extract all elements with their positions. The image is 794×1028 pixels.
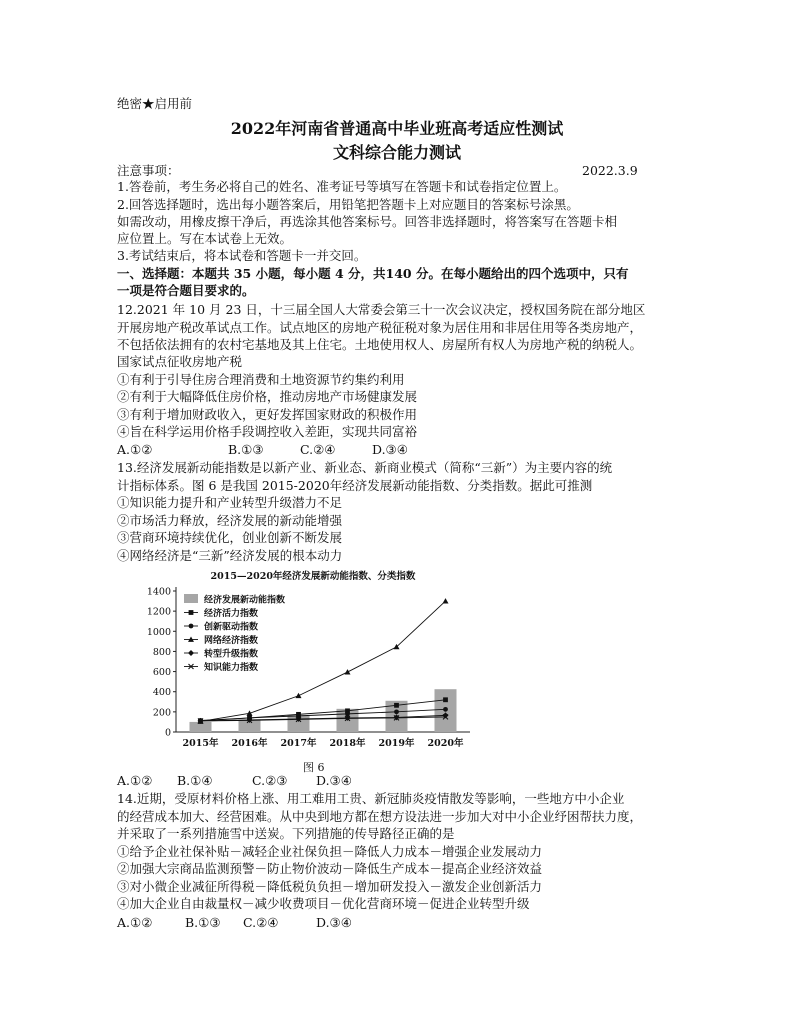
legend-marker <box>188 650 194 656</box>
answer-choice: C.②④ <box>243 915 279 930</box>
question-line: 不包括依法拥有的农村宅基地及其上住宅。土地使用权人、房屋所有权人为房地产税的纳税人。 <box>117 337 643 352</box>
answer-choice: B.①③ <box>228 442 264 457</box>
series-point <box>443 707 448 712</box>
x-tick-label: 2018年 <box>329 738 366 749</box>
answer-choice: D.③④ <box>316 915 352 930</box>
series-point <box>296 693 302 698</box>
series-point <box>394 703 399 708</box>
option-line: ③营商环境持续优化，创业创新不断发展 <box>117 530 343 545</box>
y-tick-label: 1400 <box>146 586 171 598</box>
y-tick-label: 0 <box>164 727 171 739</box>
y-tick-label: 1200 <box>146 606 171 618</box>
option-line: ②有利于大幅降低住房价格，推动房地产市场健康发展 <box>117 389 418 404</box>
answer-choice: B.①③ <box>185 915 221 930</box>
question-line: 开展房地产税改革试点工作。试点地区的房地产税征税对象为居住用和非居住用等各类房地产， <box>117 320 643 335</box>
legend-label: 经济发展新动能指数 <box>204 595 286 606</box>
notes-heading: 注意事项： <box>117 163 180 178</box>
answer-choice: A.①② <box>117 442 153 457</box>
section-heading: 一、选择题：本题共 35 小题，每小题 4 分，共140 分。在每小题给出的四个选项中，只有 <box>117 266 629 281</box>
x-tick-label: 2016年 <box>231 738 268 749</box>
section-heading-cont: 一项是符合题目要求的。 <box>117 283 255 298</box>
option-line: ④网络经济是“三新”经济发展的根本动力 <box>117 548 343 563</box>
option-line: ④加大企业自由裁量权－减少收费项目－优化营商环境－促进企业转型升级 <box>117 896 530 911</box>
y-tick-label: 400 <box>152 687 171 699</box>
exam-subtitle: 文科综合能力测试 <box>332 143 461 162</box>
x-tick-label: 2015年 <box>182 738 219 749</box>
answer-choice: D.③④ <box>372 442 408 457</box>
exam-date: 2022.3.9 <box>582 163 638 178</box>
question-line: 国家试点征收房地产税 <box>117 354 243 369</box>
answer-choice: A.①② <box>117 773 153 788</box>
y-tick-label: 800 <box>152 646 171 658</box>
exam-title: 2022年河南省普通高中毕业班高考适应性测试 <box>230 119 564 138</box>
series-point <box>443 697 448 702</box>
x-tick-label: 2020年 <box>427 738 464 749</box>
option-line: ②市场活力释放，经济发展的新动能增强 <box>117 513 343 528</box>
secret-label: 绝密★启用前 <box>117 96 193 111</box>
legend-swatch <box>184 594 198 603</box>
legend-marker <box>189 610 194 615</box>
y-tick-label: 200 <box>152 707 171 719</box>
figure-caption: 图 6 <box>303 761 325 774</box>
option-line: ④旨在科学运用价格手段调控收入差距，实现共同富裕 <box>117 424 418 439</box>
note-line: 3.考试结束后，将本试卷和答题卡一并交回。 <box>117 248 367 263</box>
legend-label: 经济活力指数 <box>204 609 259 619</box>
series-point <box>443 598 449 603</box>
note-line: 如需改动，用橡皮擦干净后，再选涂其他答案标号。回答非选择题时，将答案写在答题卡相 <box>117 214 618 229</box>
note-line: 应位置上。写在本试卷上无效。 <box>117 231 293 246</box>
legend-label: 知识能力指数 <box>204 663 259 673</box>
y-tick-label: 1000 <box>146 626 171 638</box>
option-line: ③对小微企业减征所得税－降低税负负担－增加研发投入－激发企业创新活力 <box>117 879 543 894</box>
question-line: 12.2021 年 10 月 23 日，十三届全国人大常委会第三十一次会议决定，授权国务院在部分地区 <box>117 302 646 317</box>
chart-title: 2015—2020年经济发展新动能指数、分类指数 <box>210 571 416 582</box>
note-line: 1.答卷前，考生务必将自己的姓名、准考证号等填写在答题卡和试卷指定位置上。 <box>117 179 567 194</box>
y-tick-label: 600 <box>152 667 171 679</box>
series-point <box>394 709 399 714</box>
answer-choice: A.①② <box>117 915 153 930</box>
legend-label: 创新驱动指数 <box>204 622 259 633</box>
answer-choice: C.②④ <box>300 442 336 457</box>
index-chart <box>138 566 478 762</box>
series-point <box>345 669 351 674</box>
legend-label: 转型升级指数 <box>204 649 259 660</box>
legend-label: 网络经济指数 <box>204 636 259 646</box>
legend-marker <box>189 624 194 629</box>
note-line: 2.回答选择题时，选出每小题答案后，用铅笔把答题卡上对应题目的答案标号涂黑。 <box>117 197 579 212</box>
question-line: 计指标体系。图 6 是我国 2015-2020年经济发展新动能指数、分类指数。据此可推测 <box>117 478 593 493</box>
option-line: ①有利于引导住房合理消费和土地资源节约集约利用 <box>117 372 405 387</box>
question-line: 13.经济发展新动能指数是以新产业、新业态、新商业模式（简称“三新”）为主要内容的统 <box>117 460 613 475</box>
question-line: 14.近期，受原材料价格上涨、用工难用工贵、新冠肺炎疫情散发等影响，一些地方中小企业 <box>117 791 625 806</box>
option-line: ①给予企业社保补贴－减轻企业社保负担－降低人力成本－增强企业发展动力 <box>117 844 543 859</box>
series-line <box>201 601 446 721</box>
x-tick-label: 2017年 <box>280 738 317 749</box>
answer-choice: D.③④ <box>316 773 352 788</box>
question-line: 的经营成本加大、经营困难。从中央到地方都在想方设法进一步加大对中小企业纾困帮扶力度， <box>117 809 643 824</box>
answer-choice: C.②③ <box>252 773 288 788</box>
x-tick-label: 2019年 <box>378 738 415 749</box>
option-line: ③有利于增加财政收入，更好发挥国家财政的积极作用 <box>117 407 418 422</box>
option-line: ②加强大宗商品监测预警－防止物价波动－降低生产成本－提高企业经济效益 <box>117 861 543 876</box>
option-line: ①知识能力提升和产业转型升级潜力不足 <box>117 495 343 510</box>
answer-choice: B.①④ <box>177 773 213 788</box>
question-line: 并采取了一系列措施雪中送炭。下列措施的传导路径正确的是 <box>117 826 455 841</box>
